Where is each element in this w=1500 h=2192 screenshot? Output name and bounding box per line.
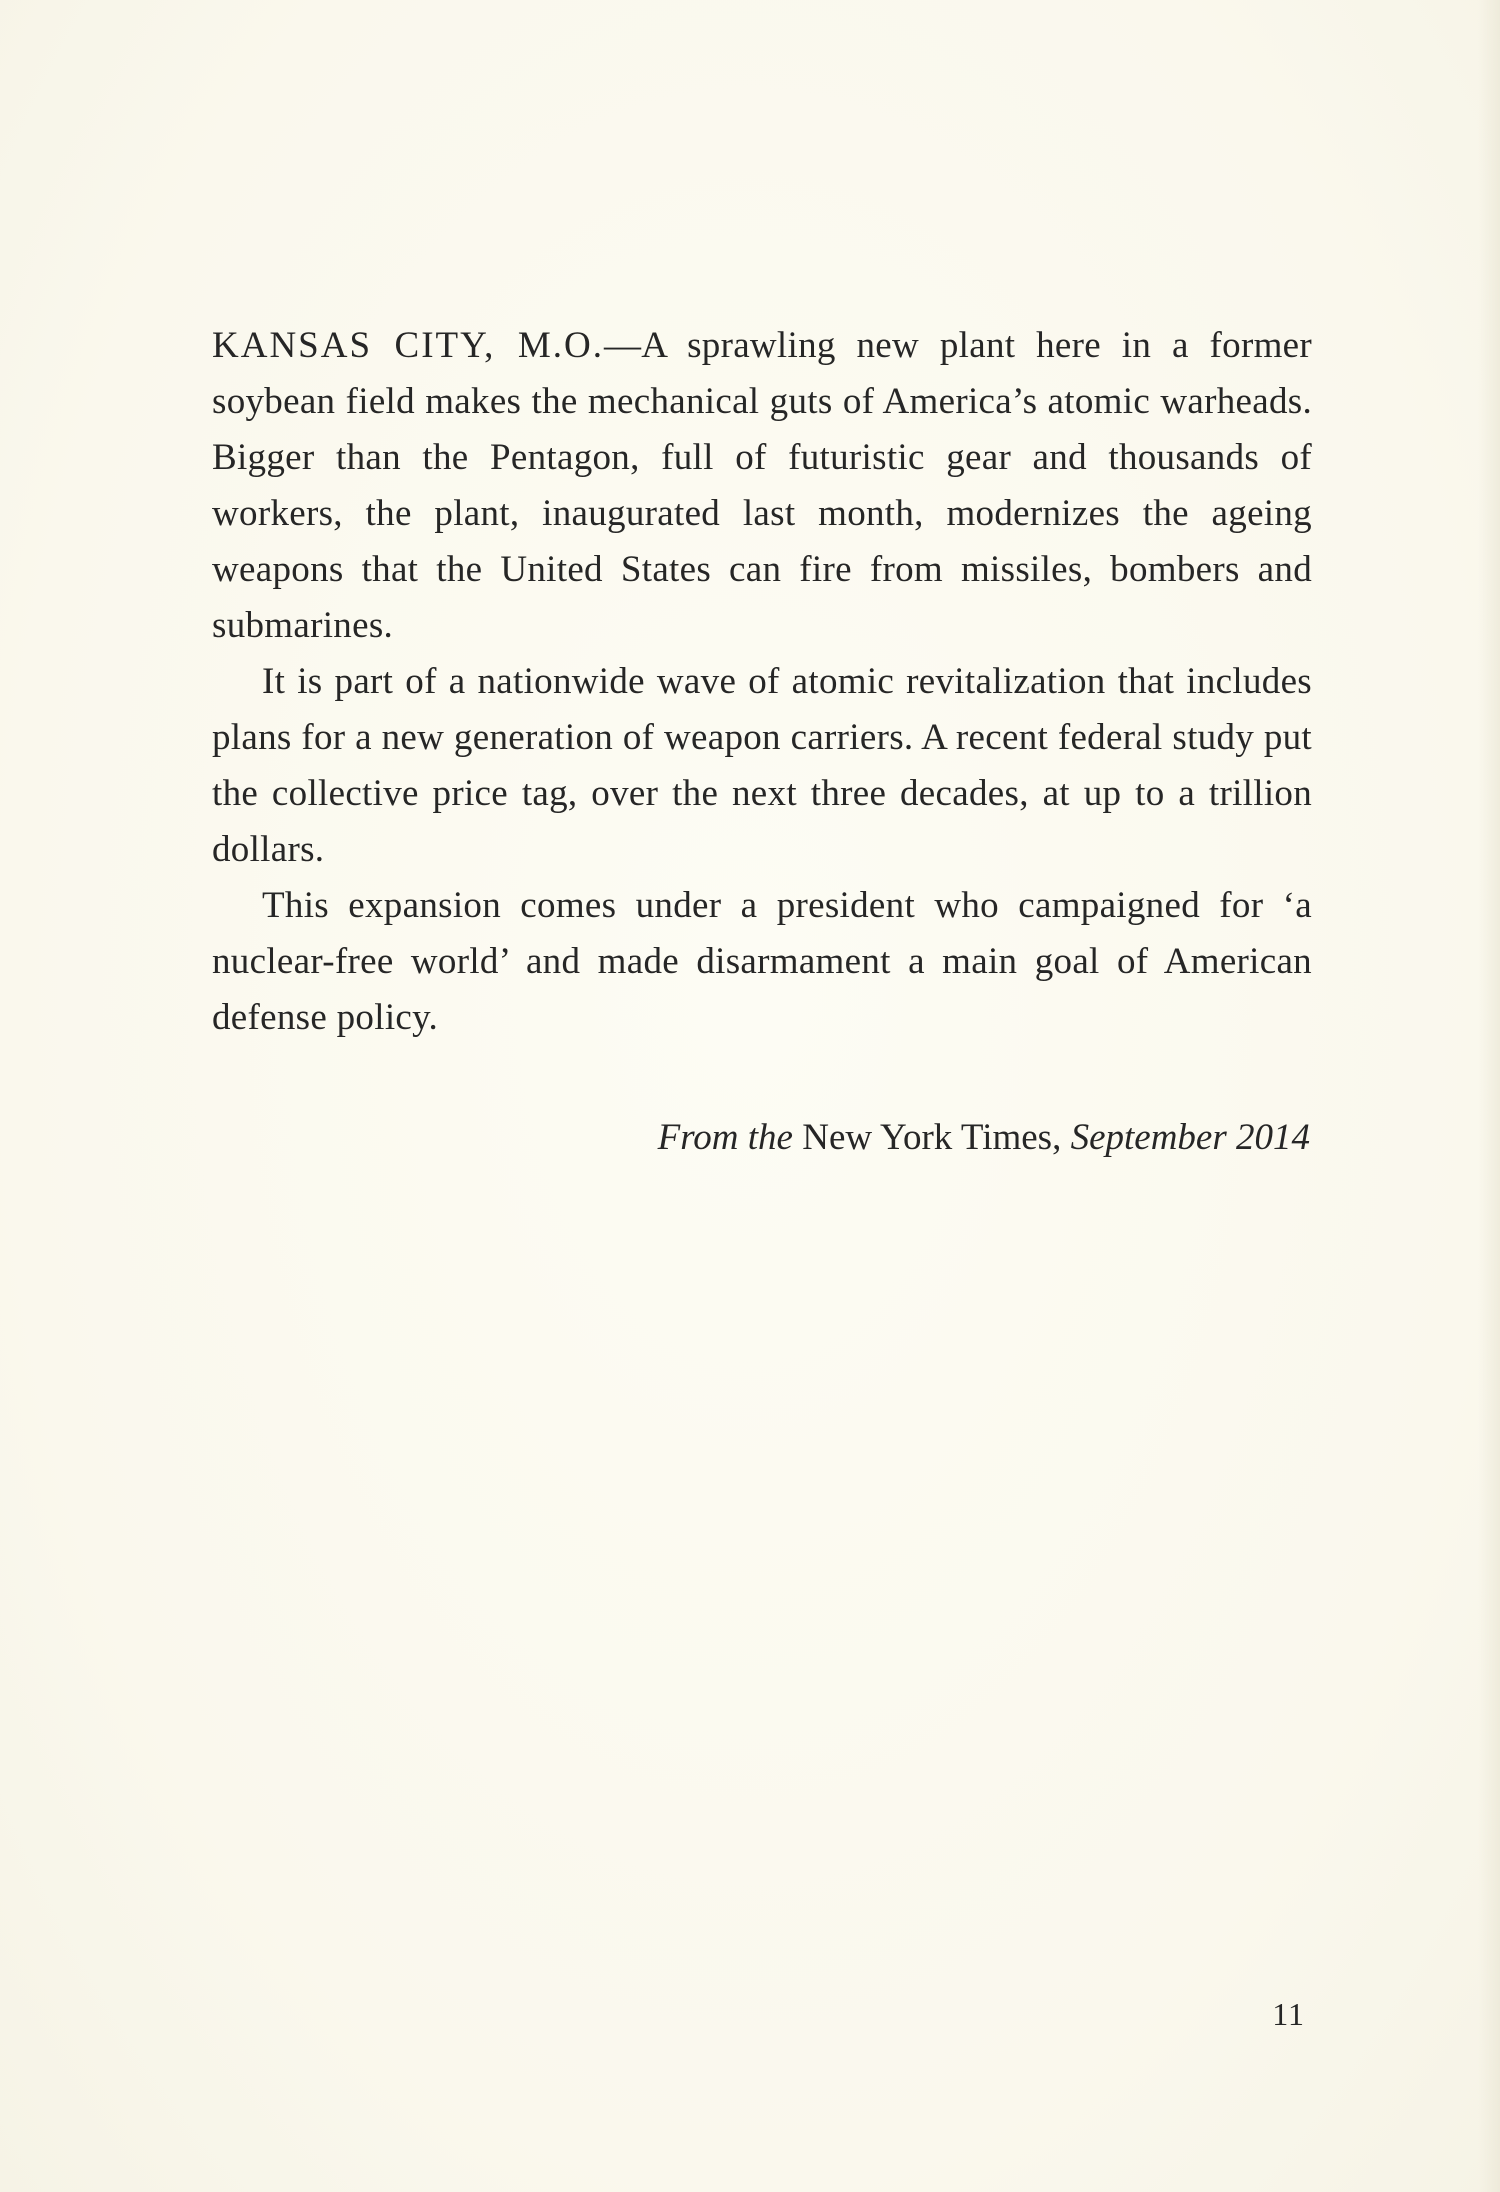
paragraph-1 xyxy=(212,318,1312,654)
source-attribution xyxy=(658,1110,1310,1166)
source-prefix: From the xyxy=(657,1117,793,1158)
dateline: KANSAS CITY, M.O. xyxy=(212,325,604,366)
source-publication: New York Times, xyxy=(802,1117,1062,1158)
page-number: 11 xyxy=(1272,1996,1305,2032)
paragraph-3: This expansion comes under a president who campaigned for ‘a nuclear-free world’ and made disarmament a main goal of American defense policy. xyxy=(212,885,1312,1038)
source-date: September 2014 xyxy=(1070,1117,1310,1158)
page-edge-shadow xyxy=(1478,0,1500,2192)
paragraph-1-text: —A sprawling new plant here in a former soybean field makes the mechanical guts of America’s atomic warheads. Bigger than the Pentagon, full of futuristic gear and thousands of workers, the plant, inaugurated last month, modernizes the ageing weapons that the United States can fire from missiles, bombers and submarines. xyxy=(212,325,1312,646)
article-excerpt xyxy=(212,318,1312,1046)
paragraph-2: It is part of a nationwide wave of atomic revitalization that includes plans for a new generation of weapon carriers. A recent federal study put the collective price tag, over the next three decades, at up to a trillion dollars. xyxy=(212,661,1312,870)
